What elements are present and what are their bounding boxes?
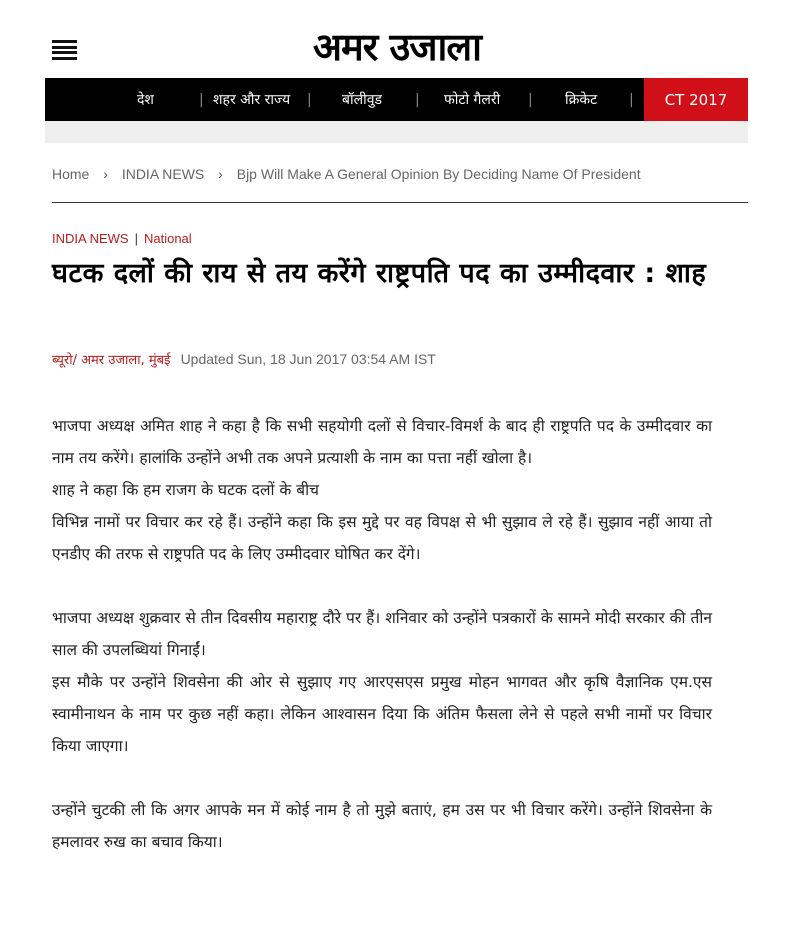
nav-item-bollywood[interactable]: बॉलीवुड [342,92,383,108]
article-byline [52,350,436,368]
article-updated: Updated Sun, 18 Jun 2017 03:54 AM IST [180,351,436,367]
nav-separator: | [528,91,533,108]
main-nav [45,78,748,121]
article-paragraph: भाजपा अध्यक्ष शुक्रवार से तीन दिवसीय महाराष्ट्र दौरे पर हैं। शनिवार को उन्होंने पत्रकारों के सामने मोदी सरकार की तीन साल की उपलब्धियां गिनाईं। [52,609,712,659]
nav-item-ct-2017[interactable]: CT 2017 [644,78,748,121]
nav-separator: | [199,91,204,108]
nav-separator: | [307,91,312,108]
paragraph-gap [52,570,712,602]
paragraph-gap [52,762,712,794]
breadcrumb-section[interactable]: INDIA NEWS [121,166,205,182]
subcategory-link[interactable]: National [143,231,192,246]
divider [52,202,748,203]
breadcrumb-separator: › [103,166,108,182]
category-link[interactable]: INDIA NEWS [52,231,129,246]
article-headline: घटक दलों की राय से तय करेंगे राष्ट्रपति पद का उम्मीदवार : शाह [52,258,707,289]
article-author[interactable]: ब्यूरो/ अमर उजाला, मुंबई [52,353,171,368]
nav-shadow-band [45,121,748,143]
breadcrumb-separator: › [218,166,223,182]
breadcrumb [52,166,641,182]
article-paragraph: विभिन्न नामों पर विचार कर रहे हैं। उन्होंने कहा कि इस मुद्दे पर वह विपक्ष से भी सुझाव ले रहे हैं। सुझाव नहीं आया तो एनडीए की तरफ से राष्ट्रपति पद के लिए उम्मीदवार घोषित कर देंगे। [52,513,712,563]
article-paragraph: उन्होंने चुटकी ली कि अगर आपके मन में कोई नाम है तो मुझे बताएं, हम उस पर भी विचार करेंगे। उन्होंने शिवसेना के हमलावर रुख का बचाव किया। [52,801,712,851]
category-divider: | [134,231,138,246]
nav-separator: | [629,91,634,108]
nav-item-shahar[interactable]: शहर और राज्य [213,92,291,108]
breadcrumb-current: Bjp Will Make A General Opinion By Deciding Name Of President [236,166,641,182]
nav-item-desh[interactable]: देश [137,92,154,108]
nav-item-photo-gallery[interactable]: फोटो गैलरी [444,92,501,108]
article-paragraph: शाह ने कहा कि हम राजग के घटक दलों के बीच [52,481,319,499]
article-category [52,231,192,246]
nav-item-cricket[interactable]: क्रिकेट [565,92,598,108]
nav-separator: | [415,91,420,108]
site-logo[interactable]: अमर उजाला [313,25,481,69]
article-body [52,410,712,858]
breadcrumb-home[interactable]: Home [52,166,90,182]
article-paragraph: इस मौके पर उन्होंने शिवसेना की ओर से सुझाए गए आरएसएस प्रमुख मोहन भागवत और कृषि वैज्ञानिक एम.एस स्वामीनाथन के नाम पर कुछ नहीं कहा। लेकिन आश्वासन दिया कि अंतिम फैसला लेने से पहले सभी नामों पर विचार किया जाएगा। [52,673,712,755]
article-paragraph: भाजपा अध्यक्ष अमित शाह ने कहा है कि सभी सहयोगी दलों से विचार-विमर्श के बाद ही राष्ट्रपति पद के उम्मीदवार का नाम तय करेंगे। हालांकि उन्होंने अभी तक अपने प्रत्याशी के नाम का पत्ता नहीं खोला है। [52,417,712,467]
